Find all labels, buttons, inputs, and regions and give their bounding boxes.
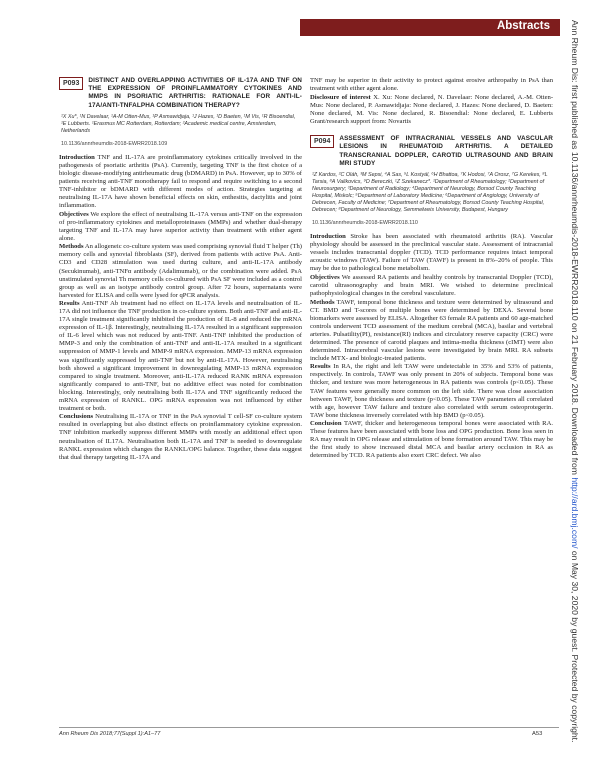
section-objectives — [59, 211, 302, 243]
section-label: Abstracts — [496, 20, 550, 32]
section-text: Stroke has been associated with rheumatoid arthritis (RA). Vascular physiology should be assessed in the preclinical vascular state. Assessment of intracranial vessels includes transcranial doppler (TCD). TCD performance requires intact temporal acoustic windows (TAW). Failure of TAW (TAWF) is present in 8%–20% of people. This may be due to pathological bone metabolism. — [310, 233, 553, 273]
abstract-title: ASSESSMENT OF INTRACRANIAL VESSELS AND VASCULAR LESIONS IN RHEUMATOID ARTHRITIS. A DETAILED TRANSCRANIAL DOPPLER, CAROTID ULTRASOUND AND BRAIN MRI STUDY — [339, 135, 553, 167]
page-number: A53 — [532, 731, 543, 737]
section-conclusion — [310, 420, 553, 460]
side-note-link[interactable]: http://ard.bmj.com/ — [570, 477, 580, 549]
abstract-doi[interactable]: 10.1136/annrheumdis-2018-EWRR2018.110 — [312, 220, 418, 227]
disclosure-label: Disclosure of interest — [310, 93, 371, 101]
footer-citation: Ann Rheum Dis 2018;77(Suppl 1):A1–77 — [59, 731, 161, 737]
left-column — [59, 77, 302, 462]
section-label: Conclusion — [310, 420, 342, 428]
section-text: TAWF, temporal bone thickness and texture were determined by ultrasound and CT. BMD and T-scores of multiple bones were determined by DEXA. Several bone biomarkers were assessed by ELISA. Altogether 63 female RA patients and 60 age-matched controls underwent TCD assessment of the medium cerebral (MCA), basilar and vertebral arteries. Pulsatility(PI), resistance(RI) indices and circulatory reserve capacity (CRC) were determined. The presence of carotid plaques and intima-media thickness (cIMT) were also determined. Intracerebral vascular lesions were investigated by brain MRI. RA subsets include MTX- and biologic-treated patients. — [310, 298, 553, 362]
section-objectives — [310, 274, 553, 298]
section-introduction — [59, 154, 302, 210]
abstract-authors: ¹Z Kardos, ²C Oláh, ³M Sepsi, ⁴A Sas, ⁵L Kostyál, ⁶H Bhattoa, ⁷K Hodosi, ⁷A Orosz, ⁷G Kerekes, ⁸L Tarsia, ⁸A Valikovics, ⁹D Bereczki, ¹Z Szekanecz*. ¹Department of Rheumatology; ²Department of Neurosurgery; ³Department of Radiology; ⁴Department of Neurology, Borsod County Teaching Hospital, Miskolc; ⁵Department of Laboratory Medicine; ⁶Department of Angiology, University of Debrecen, Faculty of Medicine; ⁷Department of Rheumatology, Borsod County Teaching Hospital, Debrecen; ⁸Department of Neurology, Semmelweis University, Budapest, Hungary — [312, 172, 548, 214]
section-methods — [59, 243, 302, 299]
footer-divider — [59, 727, 559, 728]
side-note-after: on May 30, 2020 by guest. Protected by copyright. — [570, 548, 580, 743]
section-label: Conclusions — [59, 413, 94, 421]
section-label: Objectives — [310, 273, 340, 281]
section-text: TAWF, thicker and heterogeneous temporal bones were associated with RA. These features have been associated with bone loss and OPG production. Bone loss seen in RA may result in OPG release and stimulation of bone formation around TAW. This may be the first study to show increased distal MCA and basilar artery occlusion in RA as determined by TCD. RA patients also exert CRC defect. We also — [310, 420, 553, 460]
section-results — [59, 300, 302, 413]
section-label: Results — [310, 363, 331, 371]
section-label: Objectives — [59, 210, 89, 218]
section-text: An allogeneic co-culture system was used comprising synovial fluid T helper (Th) memory cells and synovial fibroblasts (SF), derived from patients with active PsA. Anti-CD3 and CD28 stimulation was used during culture, and anti-IL-17A antibody (Secukinumab), anti-TNFα antibody (Adalimumab), or the combination were added. PsA unstimulated synovial Th memory cells co-cultured with PsA SF were included as a control group as well as an isotype antibody control group. After 72 hours, supernatants were harvested for ELISA and cells were lysed for qPCR analysis. — [59, 243, 302, 299]
section-text: Neutralising IL-17A or TNF in the PsA synovial T cell-SF co-culture system resulted in overlapping but also distinct effects on proinflammatory cytokine expression. TNF inhibition markedly suppress different MMPs with mostly an additional effect upon neutralisation of IL17A. Neutralisation both IL-17A and TNF is needed to downregulate RANKL expression which changes the RANKL/OPG balance. Together, these data suggest that dual therapy targeting IL-17A and — [59, 413, 302, 461]
section-introduction — [310, 233, 553, 273]
section-text: We explore the effect of neutralising IL-17A versus anti-TNF on the expression of pro-inflammatory cytokines and metalloproteinases (MMPs) and whether dual-therapy targeting TNF and IL-17A may have superior activity than treatment with either agent alone. — [59, 210, 302, 242]
disclosure — [310, 94, 553, 126]
section-text: TNF and IL-17A are proinflammatory cytokines critically involved in the pathogenesis of psoriatic arthritis (PsA). Currently, targeting TNF is the first choice of a biologic disease-modifying antirheumatic drug (bDMARD) in PsA. However, up to 30% of patients receiving anti-TNF monotherapy fail to respond and require switching to a second TNF-inhibitor or bDMARD with different modes of action. Strategies targeting at neutralising IL-17A have shown beneficial effects on skin, enthesitis, dactylitis and joint inflammation. — [59, 153, 302, 210]
continuation-text: TNF may be superior in their activity to protect against erosive arthropathy in PsA than treatment with either agent alone. — [310, 77, 553, 93]
section-text: Anti-TNF Ab treatment had no effect on IL-17A levels and neutralisation of IL-17A did not influence the TNF production in co-culture system. Both anti-TNF and anti-IL-17A single treatment significantly inhibited the production of IL-8 and reduced the mRNA expression of IL-1β. Interestingly, neutralising IL-17A resulted in a significant suppression of IL-6 level which was not reduced by anti-TNF. Anti-TNF inhibited the production of MMP-3 and only the combination of anti-TNF and anti-IL-17A resulted in a significant suppression of MMP-1 levels and MMP-9 mRNA expression. MMP-13 mRNA expression was significantly suppressed by anti-TNF but not by anti-IL-17A. However, neutralising both showed a significant improvement in downregulating MMP-13 mRNA expression compared to single treatment. Moreover, anti-IL-17A reduced RANK mRNA expression significantly compared to anti-TNF, but no additive effect was noted for combination blocking. Interestingly, only neutralising both IL-17A and TNF significantly reduced the mRNA expression of RANKL. OPG mRNA expression was not influenced by either treatment or both. — [59, 300, 302, 412]
section-label: Results — [59, 300, 80, 308]
abstract-doi[interactable]: 10.1136/annrheumdis-2018-EWRR2018.109 — [61, 140, 168, 147]
section-text: We assessed RA patients and healthy controls by transcranial Doppler (TCD), carotid ultrasonography and brain MRI. We wished to determine preclinical pathophysiological changes in the cerebral vasculature. — [310, 273, 553, 297]
section-results — [310, 363, 553, 419]
section-label: Methods — [59, 243, 84, 251]
section-methods — [310, 299, 553, 363]
side-copyright-note — [566, 20, 580, 743]
section-label: Introduction — [59, 153, 95, 161]
section-label: Methods — [310, 298, 335, 306]
abstract-id: P093 — [59, 77, 83, 90]
abstract-header — [59, 77, 302, 110]
section-conclusions — [59, 413, 302, 461]
abstract-authors: ¹X Xu*, ¹N Davelaar, ¹A-M Otten-Mus, ¹P Asmawidjaja, ¹J Hazes, ¹D Baeten, ¹M Vis, ¹R Bisoendial, ¹E Lubberts. ¹Erasmus MC Rotterdam, Rotterdam; ²Academic medical centre, Amsterdam, Netherlands — [61, 113, 296, 134]
disclosure-text: X. Xu: None declared, N. Davelaar: None declared, A.-M. Otten-Mus: None declared, P. Asmawidjaja: None declared, J. Hazes: None declared, D. Baeten: None declared, M. Vis: None declared, R. Bisoendial: None declared, E. Lubberts Grant/research support from: Novartis — [310, 93, 554, 125]
section-label: Introduction — [310, 233, 346, 241]
abstract-title: DISTINCT AND OVERLAPPING ACTIVITIES OF IL-17A AND TNF ON THE EXPRESSION OF PROINFLAMMATORY CYTOKINES AND MMPS IN PSORIATIC ARTHRITIS: RATIONALE FOR ANTI-IL-17A/ANTI-TNFALPHA COMBINATION THERAPY? — [88, 77, 302, 109]
side-note-before: Ann Rheum Dis: first published as 10.1136/annrheumdis-2018-EWRR2018.110 on 21 February 2018. Downloaded from — [570, 20, 580, 478]
section-header-bar — [300, 19, 560, 36]
abstract-id: P094 — [310, 135, 334, 148]
abstract-header — [310, 135, 553, 168]
section-text: In RA, the right and left TAW were undetectable in 35% and 53% of patients, respectively. In controls, TAWF was only present in 20% of subjects. Temporal bone was thicker, and texture was more heterogeneous in RA patients was controls (p<0.05). These TAW features were generally more common on the left side. There was close association between TAWF, bone thickness and texture (p<0.05). These TAW parameters all correlated with age, however TAW failure and texture also correlated with serum osteoprotegerin. TAW bone thickness inversely correlated with hip BMD (p<0.05). — [310, 363, 553, 419]
right-column — [310, 77, 553, 461]
